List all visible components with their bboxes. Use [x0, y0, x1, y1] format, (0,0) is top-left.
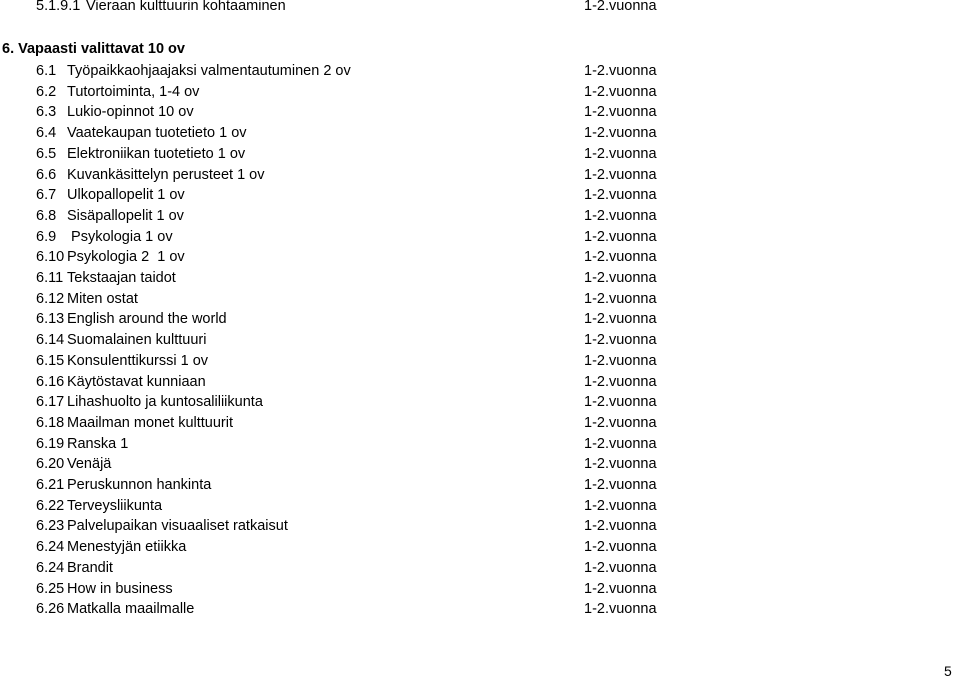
course-number: 6.9	[36, 228, 57, 245]
course-number: 6.12	[36, 290, 65, 307]
course-year: 1-2.vuonna	[584, 228, 657, 245]
course-year: 1-2.vuonna	[584, 497, 657, 514]
course-row	[0, 123, 700, 143]
course-label: Terveysliikunta	[67, 497, 163, 514]
course-number: 6.16	[36, 373, 65, 390]
course-number: 6.2	[36, 83, 57, 100]
course-year: 1-2.vuonna	[584, 559, 657, 576]
course-year: 1-2.vuonna	[584, 187, 657, 204]
course-label: Menestyjän etiikka	[67, 539, 187, 556]
course-row	[0, 247, 700, 267]
course-number: 6.4	[36, 125, 57, 142]
course-row	[0, 537, 700, 557]
course-label: Elektroniikan tuotetieto 1 ov	[67, 145, 246, 162]
course-number: 6.7	[36, 187, 57, 204]
course-row	[0, 351, 700, 371]
course-number: 6.15	[36, 352, 65, 369]
course-label: English around the world	[67, 311, 227, 328]
course-label: Käytöstavat kunniaan	[67, 373, 206, 390]
course-label: Sisäpallopelit 1 ov	[67, 207, 184, 224]
course-label: Tutortoiminta, 1-4 ov	[67, 83, 200, 100]
course-number: 6.24	[36, 559, 65, 576]
course-label: Ulkopallopelit 1 ov	[67, 187, 185, 204]
course-row	[0, 392, 700, 412]
course-row	[0, 289, 700, 309]
course-row	[0, 206, 700, 226]
top-item-year: 1-2.vuonna	[584, 0, 657, 14]
course-label: Brandit	[67, 559, 113, 576]
course-row	[0, 599, 700, 619]
course-year: 1-2.vuonna	[584, 290, 657, 307]
course-number: 6.5	[36, 145, 57, 162]
course-row	[0, 558, 700, 578]
course-label: Ranska 1	[67, 435, 129, 452]
course-label: Tekstaajan taidot	[67, 270, 176, 286]
course-number: 6.24	[36, 539, 65, 556]
course-number: 6.26	[36, 601, 65, 618]
course-row	[0, 61, 700, 81]
course-row	[0, 165, 700, 185]
course-year: 1-2.vuonna	[584, 63, 657, 79]
course-row	[0, 579, 700, 599]
course-year: 1-2.vuonna	[584, 580, 657, 597]
course-number: 6.8	[36, 207, 57, 224]
course-number: 6.23	[36, 518, 65, 535]
course-number: 6.25	[36, 580, 65, 597]
course-label: Psykologia 2 1 ov	[67, 249, 185, 266]
course-label: Vaatekaupan tuotetieto 1 ov	[67, 125, 247, 142]
course-year: 1-2.vuonna	[584, 456, 657, 473]
course-row	[0, 475, 700, 495]
top-item-label: Vieraan kulttuurin kohtaaminen	[86, 0, 286, 14]
course-year: 1-2.vuonna	[584, 373, 657, 390]
page-number: 5	[944, 663, 952, 679]
course-year: 1-2.vuonna	[584, 207, 657, 224]
course-label: Työpaikkaohjaajaksi valmentautuminen 2 ov	[67, 63, 351, 79]
course-label: Peruskunnon hankinta	[67, 477, 212, 493]
course-row	[0, 82, 700, 102]
course-number: 6.1	[36, 63, 57, 79]
course-year: 1-2.vuonna	[584, 394, 657, 411]
section-heading: 6. Vapaasti valittavat 10 ov	[2, 41, 185, 57]
course-year: 1-2.vuonna	[584, 249, 657, 266]
course-row	[0, 434, 700, 454]
course-number: 6.17	[36, 394, 65, 411]
course-number: 6.18	[36, 414, 65, 431]
course-year: 1-2.vuonna	[584, 518, 657, 535]
course-year: 1-2.vuonna	[584, 477, 657, 493]
course-row	[0, 185, 700, 205]
course-number: 6.11	[36, 270, 64, 286]
course-row	[0, 454, 700, 474]
course-row	[0, 372, 700, 392]
course-number: 6.22	[36, 497, 65, 514]
course-label: Suomalainen kulttuuri	[67, 332, 207, 349]
course-label: Venäjä	[67, 456, 112, 473]
course-row	[0, 330, 700, 350]
course-label: How in business	[67, 580, 173, 597]
course-number: 6.14	[36, 332, 65, 349]
course-year: 1-2.vuonna	[584, 166, 657, 183]
course-row	[0, 102, 700, 122]
course-year: 1-2.vuonna	[584, 332, 657, 349]
course-year: 1-2.vuonna	[584, 104, 657, 121]
course-year: 1-2.vuonna	[584, 539, 657, 556]
course-row	[0, 268, 700, 288]
course-row	[0, 309, 700, 329]
course-row	[0, 227, 700, 247]
course-row	[0, 516, 700, 536]
course-label: Matkalla maailmalle	[67, 601, 195, 618]
course-row	[0, 496, 700, 516]
course-year: 1-2.vuonna	[584, 601, 657, 618]
top-item-row	[0, 0, 700, 16]
course-year: 1-2.vuonna	[584, 145, 657, 162]
course-number: 6.6	[36, 166, 57, 183]
course-year: 1-2.vuonna	[584, 435, 657, 452]
course-label: Konsulenttikurssi 1 ov	[67, 352, 209, 369]
course-row	[0, 413, 700, 433]
course-label: Kuvankäsittelyn perusteet 1 ov	[67, 166, 265, 183]
course-year: 1-2.vuonna	[584, 125, 657, 142]
course-label: Palvelupaikan visuaaliset ratkaisut	[67, 518, 288, 535]
course-year: 1-2.vuonna	[584, 414, 657, 431]
course-year: 1-2.vuonna	[584, 83, 657, 100]
course-year: 1-2.vuonna	[584, 311, 657, 328]
course-label: Maailman monet kulttuurit	[67, 414, 234, 431]
course-number: 6.19	[36, 435, 65, 452]
course-number: 6.13	[36, 311, 65, 328]
course-label: Psykologia 1 ov	[67, 228, 173, 245]
course-number: 6.21	[36, 477, 65, 493]
course-label: Miten ostat	[67, 290, 138, 307]
course-number: 6.10	[36, 249, 65, 266]
course-number: 6.3	[36, 104, 57, 121]
course-year: 1-2.vuonna	[584, 270, 657, 286]
course-year: 1-2.vuonna	[584, 352, 657, 369]
course-label: Lukio-opinnot 10 ov	[67, 104, 194, 121]
course-number: 6.20	[36, 456, 65, 473]
course-row	[0, 144, 700, 164]
course-label: Lihashuolto ja kuntosaliliikunta	[67, 394, 263, 411]
top-item-number: 5.1.9.1	[36, 0, 81, 14]
